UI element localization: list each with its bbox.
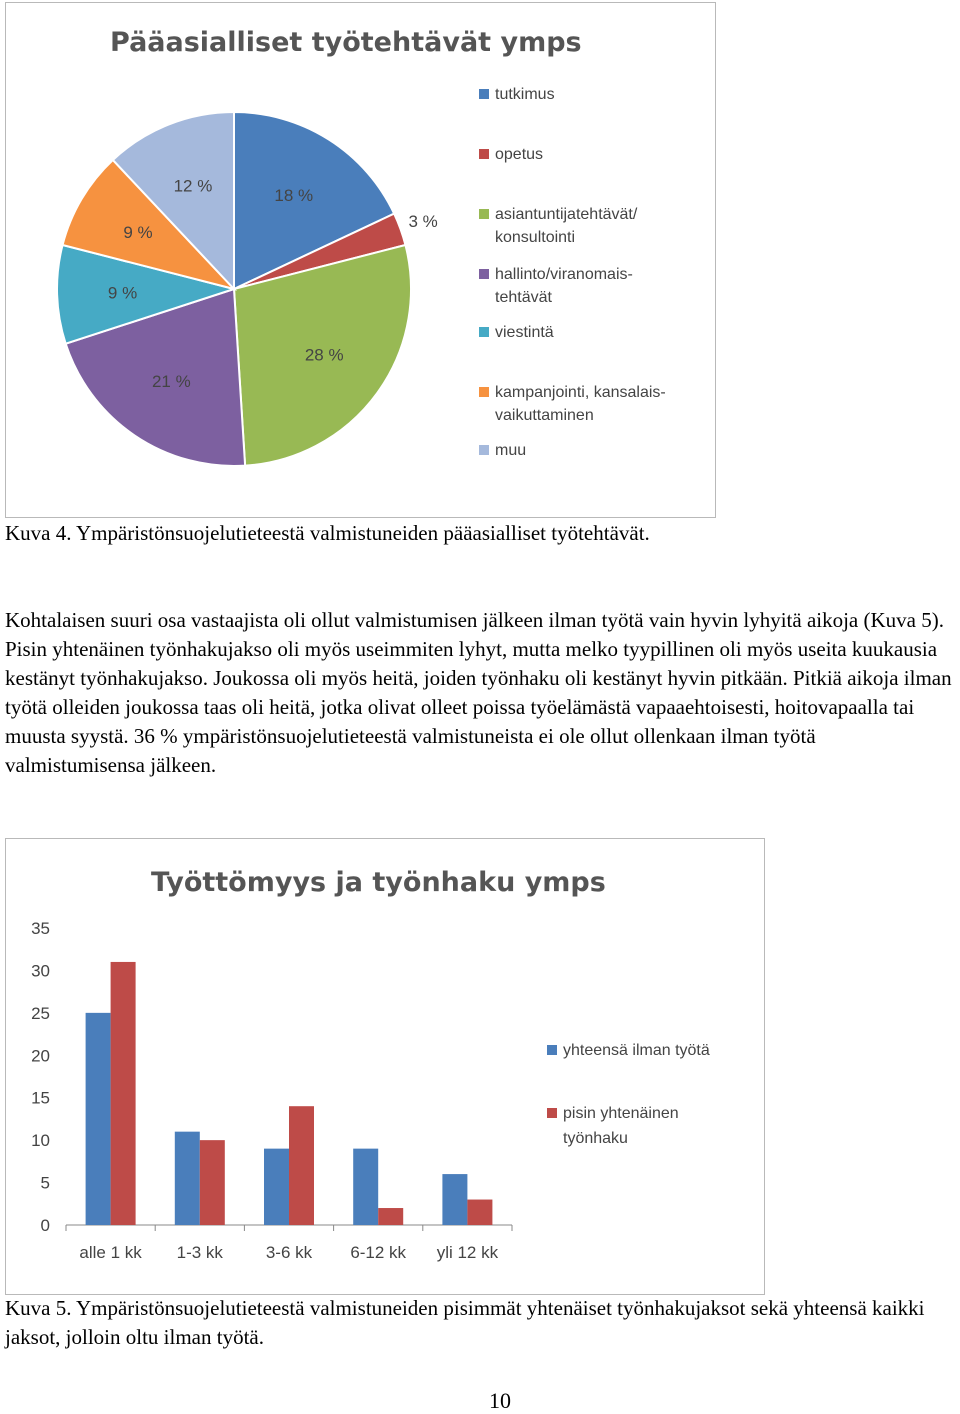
bar-yhteens-ilman-ty-t-1-3-kk xyxy=(175,1132,200,1225)
bar-yhteens-ilman-ty-t-yli-12-kk xyxy=(442,1174,467,1225)
pie-legend-swatch-muu xyxy=(479,445,489,455)
pie-label-viestint: 9 % xyxy=(107,283,138,303)
bar-chart-figure xyxy=(5,838,765,1295)
x-tick-label-yli-12-kk: yli 12 kk xyxy=(436,1243,499,1262)
y-tick-label: 35 xyxy=(31,919,50,938)
bar-pisin-yhten-inen-ty-nhaku-alle-1-kk xyxy=(111,962,136,1225)
pie-legend-label-hallinto-viranomais-teht-v-t: tehtävät xyxy=(495,289,552,306)
pie-label-muu: 12 % xyxy=(173,176,213,196)
y-tick-label: 20 xyxy=(31,1046,50,1066)
page-number: 10 xyxy=(489,1388,511,1413)
pie-chart-figure xyxy=(5,2,716,518)
bar-yhteens-ilman-ty-t-3-6-kk xyxy=(264,1149,289,1225)
bar-legend-label-pisin-yhten-inen-ty-nhaku: pisin yhtenäinen xyxy=(563,1105,679,1122)
y-tick-label: 25 xyxy=(31,1003,50,1023)
pie-chart-svg xyxy=(6,3,715,517)
bar-pisin-yhten-inen-ty-nhaku-1-3-kk xyxy=(200,1140,225,1225)
x-tick-label-3-6-kk: 3-6 kk xyxy=(265,1243,313,1262)
pie-legend-label-asiantuntijateht-v-t-konsultointi: asiantuntijatehtävät/ xyxy=(495,206,638,223)
bar-legend-label-pisin-yhten-inen-ty-nhaku: työnhaku xyxy=(563,1130,628,1147)
pie-legend-label-tutkimus: tutkimus xyxy=(495,86,555,103)
pie-legend-swatch-tutkimus xyxy=(479,89,489,99)
bar-pisin-yhten-inen-ty-nhaku-6-12-kk xyxy=(378,1208,403,1225)
bar-legend-swatch-pisin-yhten-inen-ty-nhaku xyxy=(547,1108,557,1118)
figure-caption-2: Kuva 5. Ympäristönsuojelutieteestä valmistuneiden pisimmät yhtenäiset työnhakujaksot sekä yhteensä kaikki jaksot, jolloin oltu ilman työtä. xyxy=(5,1296,925,1349)
pie-legend-label-kampanjointi-kansalais-vaikuttaminen: vaikuttaminen xyxy=(495,407,594,424)
x-tick-label-1-3-kk: 1-3 kk xyxy=(176,1243,223,1262)
pie-legend-label-kampanjointi-kansalais-vaikuttaminen: kampanjointi, kansalais- xyxy=(495,384,666,401)
pie-chart-title: Pääasialliset työtehtävät ymps xyxy=(110,27,582,58)
pie-legend-label-hallinto-viranomais-teht-v-t: hallinto/viranomais- xyxy=(495,266,633,283)
y-tick-label: 10 xyxy=(31,1131,50,1151)
y-tick-label: 5 xyxy=(40,1173,50,1193)
bar-chart-title: Työttömyys ja työnhaku ymps xyxy=(151,867,606,898)
bar-yhteens-ilman-ty-t-6-12-kk xyxy=(353,1149,378,1225)
y-tick-label: 0 xyxy=(40,1216,50,1235)
pie-label-opetus: 3 % xyxy=(408,211,438,231)
pie-legend-swatch-kampanjointi-kansalais-vaikuttaminen xyxy=(479,387,489,397)
bar-yhteens-ilman-ty-t-alle-1-kk xyxy=(86,1013,111,1225)
bar-chart-svg xyxy=(6,839,764,1294)
x-tick-label-6-12-kk: 6-12 kk xyxy=(350,1243,407,1262)
pie-legend-label-asiantuntijateht-v-t-konsultointi: konsultointi xyxy=(495,229,576,246)
pie-legend-swatch-asiantuntijateht-v-t-konsultointi xyxy=(479,209,489,219)
pie-legend-swatch-viestint xyxy=(479,327,489,337)
pie-label-kampanjointi-kansalais-vaikuttaminen: 9 % xyxy=(123,223,153,243)
y-tick-label: 30 xyxy=(31,961,50,981)
pie-legend-label-opetus: opetus xyxy=(495,146,544,163)
x-tick-label-alle-1-kk: alle 1 kk xyxy=(79,1243,142,1262)
pie-label-asiantuntijateht-v-t-konsultointi: 28 % xyxy=(304,345,344,365)
bar-pisin-yhten-inen-ty-nhaku-yli-12-kk xyxy=(467,1200,492,1225)
bar-legend-swatch-yhteens-ilman-ty-t xyxy=(547,1045,557,1055)
y-tick-label: 15 xyxy=(31,1088,50,1108)
pie-legend-label-muu: muu xyxy=(495,442,527,459)
pie-legend-swatch-hallinto-viranomais-teht-v-t xyxy=(479,269,489,279)
pie-legend-swatch-opetus xyxy=(479,149,489,159)
pie-legend-label-viestint: viestintä xyxy=(495,324,554,341)
pie-label-tutkimus: 18 % xyxy=(274,185,314,205)
figure-caption-1: Kuva 4. Ympäristönsuojelutieteestä valmistuneiden pääasialliset työtehtävät. xyxy=(5,521,650,545)
pie-label-hallinto-viranomais-teht-v-t: 21 % xyxy=(151,372,191,392)
bar-legend-label-yhteens-ilman-ty-t: yhteensä ilman työtä xyxy=(563,1042,710,1059)
bar-pisin-yhten-inen-ty-nhaku-3-6-kk xyxy=(289,1106,314,1225)
body-paragraph: Kohtalaisen suuri osa vastaajista oli ollut valmistumisen jälkeen ilman työtä vain hyvin lyhyitä aikoja (Kuva 5). Pisin yhtenäinen työnhakujakso oli myös useimmiten lyhyt, mutta melko tyypillinen oli myös useita kuukausia kestänyt työnhakujakso. Joukossa oli myös heitä, joiden työnhaku oli kestänyt hyvin pitkään. Pitkiä aikoja ilman työtä olleiden joukossa taas oli heitä, jotka olivat olleet poissa työelämästä vapaaehtoisesti, hoitovapaalla tai muusta syystä. 36 % ympäristönsuojelutieteestä valmistuneista ei ole ollut ollenkaan ilman työtä valmistumisensa jälkeen. xyxy=(5,608,952,777)
